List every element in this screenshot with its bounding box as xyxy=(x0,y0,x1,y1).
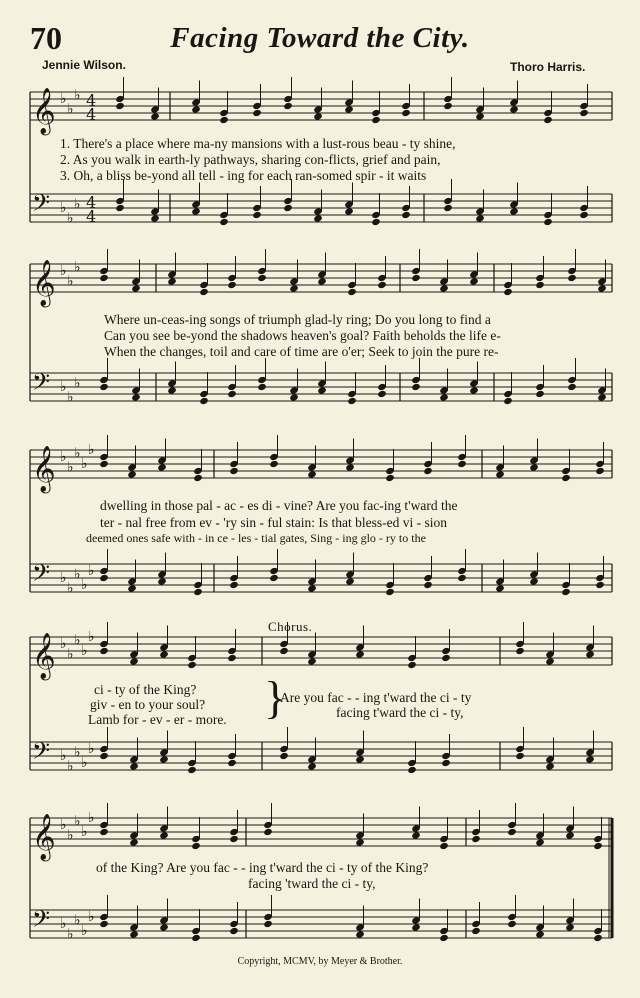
treble-notehead xyxy=(131,284,141,292)
treble-key-flat: ♭ xyxy=(60,449,67,465)
treble-notehead xyxy=(307,657,317,665)
bass-key-flat: ♭ xyxy=(74,744,81,761)
treble-notehead xyxy=(129,657,139,665)
treble-notehead xyxy=(127,470,137,478)
treble-notehead xyxy=(567,274,577,282)
treble-notehead xyxy=(229,467,239,475)
treble-key-flat: ♭ xyxy=(60,263,67,279)
treble-notehead xyxy=(263,828,273,836)
bass-key-flat: ♭ xyxy=(81,577,88,593)
treble-notehead xyxy=(475,112,485,120)
treble-notehead xyxy=(252,109,262,117)
bass-notehead xyxy=(377,390,387,398)
treble-notehead xyxy=(423,467,433,475)
treble-key-flat: ♭ xyxy=(60,91,67,107)
bass-notehead xyxy=(441,759,451,767)
bass-notehead xyxy=(469,386,479,394)
treble-key-flat: ♭ xyxy=(88,629,95,645)
bass-notehead xyxy=(593,934,603,942)
treble-key-flat: ♭ xyxy=(60,817,67,833)
bass-notehead xyxy=(355,755,365,763)
chorus-lyric-echo-2: facing 'tward the ci - ty, xyxy=(248,876,376,891)
bass-notehead xyxy=(131,393,141,401)
treble-key-flat: ♭ xyxy=(88,810,95,826)
bass-notehead xyxy=(355,930,365,938)
lyric-verse-2-line-4: giv - en to your soul? xyxy=(90,697,206,712)
composer-credit: Thoro Harris. xyxy=(510,60,586,74)
treble-notehead xyxy=(187,661,197,669)
treble-notehead xyxy=(411,274,421,282)
bass-notehead xyxy=(199,397,209,405)
treble-notehead xyxy=(355,650,365,658)
treble-notehead xyxy=(543,116,553,124)
bass-notehead xyxy=(157,577,167,585)
chorus-label: Chorus. xyxy=(268,619,313,634)
treble-notehead xyxy=(509,105,519,113)
lyric-verse-3-line-2: When the changes, toil and care of time are o'er; Seek to join the pure re- xyxy=(104,344,499,359)
treble-clef-icon: 𝄞 xyxy=(32,446,56,492)
treble-key-flat: ♭ xyxy=(74,445,81,462)
bass-clef-icon: 𝄢 xyxy=(32,559,51,592)
bass-clef-icon: 𝄢 xyxy=(32,737,51,770)
bass-notehead xyxy=(561,588,571,596)
treble-notehead xyxy=(159,650,169,658)
bass-notehead xyxy=(535,390,545,398)
bass-notehead xyxy=(99,383,109,391)
bass-notehead xyxy=(565,923,575,931)
bass-notehead xyxy=(595,581,605,589)
treble-notehead xyxy=(561,474,571,482)
time-signature-denominator: 4 xyxy=(86,105,97,124)
treble-notehead xyxy=(441,654,451,662)
treble-notehead xyxy=(115,102,125,110)
treble-key-flat: ♭ xyxy=(67,827,74,844)
treble-notehead xyxy=(411,831,421,839)
bass-notehead xyxy=(411,383,421,391)
bass-notehead xyxy=(475,214,485,222)
treble-notehead xyxy=(99,647,109,655)
lyric-verse-1-line-3: dwelling in those pal - ac - es di - vine? Are you fac-ing t'ward the xyxy=(100,498,458,513)
lyric-verse-3-line-1: 3. Oh, a bliss be-yond all tell - ing for each ran-somed spir - it waits xyxy=(60,168,427,183)
bass-key-flat: ♭ xyxy=(88,741,95,757)
bass-notehead xyxy=(535,930,545,938)
bass-notehead xyxy=(401,211,411,219)
treble-notehead xyxy=(401,109,411,117)
bass-notehead xyxy=(193,588,203,596)
treble-notehead xyxy=(377,281,387,289)
treble-notehead xyxy=(191,842,201,850)
bass-key-flat: ♭ xyxy=(67,389,74,406)
bass-notehead xyxy=(150,214,160,222)
lyric-verse-1-line-2: Where un-ceas-ing songs of triumph glad-ly ring; Do you long to find a xyxy=(104,312,491,327)
treble-notehead xyxy=(269,460,279,468)
treble-key-flat: ♭ xyxy=(67,101,74,118)
treble-notehead xyxy=(585,650,595,658)
bass-notehead xyxy=(167,386,177,394)
bass-key-flat: ♭ xyxy=(74,566,81,583)
bass-notehead xyxy=(227,759,237,767)
treble-notehead xyxy=(345,463,355,471)
lyric-verse-3-line-3: deemed ones safe with - in ce - les - tial gates, Sing - ing glo - ry to the xyxy=(86,531,426,545)
bass-key-flat: ♭ xyxy=(60,200,67,216)
treble-clef-icon: 𝄞 xyxy=(32,814,56,860)
treble-clef-icon: 𝄞 xyxy=(32,260,56,306)
treble-notehead xyxy=(219,116,229,124)
treble-notehead xyxy=(595,467,605,475)
bass-notehead xyxy=(99,574,109,582)
bass-clef-icon: 𝄢 xyxy=(32,905,51,938)
treble-notehead xyxy=(593,842,603,850)
treble-clef-icon: 𝄞 xyxy=(32,88,56,134)
bass-notehead xyxy=(219,218,229,226)
lyric-verse-2-line-2: Can you see be-yond the shadows heaven's goal? Faith beholds the life e- xyxy=(104,328,501,343)
bass-notehead xyxy=(495,584,505,592)
time-signature-denominator: 4 xyxy=(86,207,97,226)
treble-notehead xyxy=(507,828,517,836)
bass-notehead xyxy=(283,204,293,212)
treble-notehead xyxy=(99,460,109,468)
bass-notehead xyxy=(503,397,513,405)
bass-notehead xyxy=(229,927,239,935)
bass-notehead xyxy=(529,577,539,585)
bass-key-flat: ♭ xyxy=(74,375,81,392)
bass-notehead xyxy=(407,766,417,774)
copyright-notice: Copyright, MCMV, by Meyer & Brother. xyxy=(237,956,403,967)
treble-notehead xyxy=(471,835,481,843)
bass-key-flat: ♭ xyxy=(60,748,67,764)
bass-notehead xyxy=(229,581,239,589)
bass-notehead xyxy=(509,207,519,215)
bass-notehead xyxy=(439,934,449,942)
hymn-number: 70 xyxy=(30,20,62,56)
treble-key-flat: ♭ xyxy=(81,643,88,659)
bass-notehead xyxy=(423,581,433,589)
treble-clef-icon: 𝄞 xyxy=(32,633,56,679)
lyric-verse-3-line-4: Lamb for - ev - er - more. xyxy=(88,712,227,727)
treble-key-flat: ♭ xyxy=(74,87,81,104)
lyric-verse-1-line-4: ci - ty of the King? xyxy=(94,682,197,697)
treble-notehead xyxy=(167,277,177,285)
treble-notehead xyxy=(439,284,449,292)
treble-notehead xyxy=(355,838,365,846)
treble-notehead xyxy=(257,274,267,282)
chorus-lyric-echo: facing t'ward the ci - ty, xyxy=(336,705,464,720)
bass-notehead xyxy=(567,383,577,391)
bass-notehead xyxy=(269,574,279,582)
treble-notehead xyxy=(535,281,545,289)
bass-notehead xyxy=(411,923,421,931)
treble-key-flat: ♭ xyxy=(60,636,67,652)
bass-key-flat: ♭ xyxy=(60,916,67,932)
treble-notehead xyxy=(347,288,357,296)
bass-notehead xyxy=(257,383,267,391)
treble-notehead xyxy=(597,284,607,292)
treble-notehead xyxy=(565,831,575,839)
bass-notehead xyxy=(187,766,197,774)
bass-notehead xyxy=(252,211,262,219)
bass-notehead xyxy=(439,393,449,401)
treble-key-flat: ♭ xyxy=(88,442,95,458)
treble-notehead xyxy=(283,102,293,110)
bass-key-flat: ♭ xyxy=(81,755,88,771)
bass-notehead xyxy=(307,762,317,770)
treble-notehead xyxy=(457,460,467,468)
bass-notehead xyxy=(263,920,273,928)
bass-key-flat: ♭ xyxy=(67,758,74,775)
bass-notehead xyxy=(347,397,357,405)
bass-clef-icon: 𝄢 xyxy=(32,189,51,222)
treble-notehead xyxy=(529,463,539,471)
treble-notehead xyxy=(469,277,479,285)
bass-notehead xyxy=(313,214,323,222)
treble-notehead xyxy=(579,109,589,117)
treble-notehead xyxy=(503,288,513,296)
lyric-verse-2-line-3: ter - nal free from ev - 'ry sin - ful stain: Is that bless-ed vi - sion xyxy=(100,515,447,530)
bass-notehead xyxy=(371,218,381,226)
bass-notehead xyxy=(129,762,139,770)
bass-notehead xyxy=(129,930,139,938)
treble-notehead xyxy=(495,470,505,478)
bass-notehead xyxy=(191,207,201,215)
time-signature-numerator: 4 xyxy=(86,193,97,212)
treble-notehead xyxy=(443,102,453,110)
bass-clef-icon: 𝄢 xyxy=(32,368,51,401)
bass-notehead xyxy=(579,211,589,219)
bass-notehead xyxy=(191,934,201,942)
chorus-lyric-line-2: of the King? Are you fac - - ing t'ward the ci - ty of the King? xyxy=(96,860,429,875)
treble-notehead xyxy=(150,112,160,120)
lyric-verse-1-line-1: 1. There's a place where ma-ny mansions with a lust-rous beau - ty shine, xyxy=(60,136,456,151)
treble-notehead xyxy=(279,647,289,655)
bass-notehead xyxy=(443,204,453,212)
bass-key-flat: ♭ xyxy=(74,912,81,929)
treble-notehead xyxy=(515,647,525,655)
treble-notehead xyxy=(157,463,167,471)
treble-notehead xyxy=(229,835,239,843)
bass-key-flat: ♭ xyxy=(67,210,74,227)
bass-notehead xyxy=(159,923,169,931)
bass-notehead xyxy=(317,386,327,394)
bass-notehead xyxy=(543,218,553,226)
treble-notehead xyxy=(199,288,209,296)
bass-notehead xyxy=(289,393,299,401)
bass-notehead xyxy=(99,752,109,760)
bass-key-flat: ♭ xyxy=(60,379,67,395)
treble-key-flat: ♭ xyxy=(81,824,88,840)
bass-key-flat: ♭ xyxy=(74,196,81,213)
treble-notehead xyxy=(227,281,237,289)
bass-notehead xyxy=(385,588,395,596)
treble-notehead xyxy=(99,828,109,836)
bass-notehead xyxy=(279,752,289,760)
bass-notehead xyxy=(515,752,525,760)
bass-notehead xyxy=(597,393,607,401)
treble-notehead xyxy=(159,831,169,839)
treble-notehead xyxy=(99,274,109,282)
bass-notehead xyxy=(159,755,169,763)
treble-notehead xyxy=(191,105,201,113)
treble-notehead xyxy=(289,284,299,292)
treble-notehead xyxy=(344,105,354,113)
treble-notehead xyxy=(129,838,139,846)
treble-notehead xyxy=(317,277,327,285)
bass-notehead xyxy=(507,920,517,928)
treble-key-flat: ♭ xyxy=(74,632,81,649)
lyric-verse-2-line-1: 2. As you walk in earth-ly pathways, sharing con-flicts, grief and pain, xyxy=(60,152,441,167)
bass-notehead xyxy=(99,920,109,928)
bass-notehead xyxy=(471,927,481,935)
treble-key-flat: ♭ xyxy=(74,813,81,830)
bass-key-flat: ♭ xyxy=(67,926,74,943)
treble-notehead xyxy=(439,842,449,850)
bass-notehead xyxy=(115,204,125,212)
bass-key-flat: ♭ xyxy=(81,923,88,939)
bass-notehead xyxy=(545,762,555,770)
bass-key-flat: ♭ xyxy=(60,570,67,586)
treble-notehead xyxy=(535,838,545,846)
treble-notehead xyxy=(227,654,237,662)
bass-notehead xyxy=(457,574,467,582)
bass-notehead xyxy=(345,577,355,585)
treble-notehead xyxy=(313,112,323,120)
treble-key-flat: ♭ xyxy=(67,459,74,476)
verse-brace: } xyxy=(264,672,287,723)
treble-notehead xyxy=(307,470,317,478)
bass-notehead xyxy=(344,207,354,215)
treble-key-flat: ♭ xyxy=(67,273,74,290)
treble-notehead xyxy=(371,116,381,124)
hymn-title: Facing Toward the City. xyxy=(170,22,470,54)
bass-notehead xyxy=(227,390,237,398)
time-signature-numerator: 4 xyxy=(86,91,97,110)
treble-key-flat: ♭ xyxy=(81,456,88,472)
bass-key-flat: ♭ xyxy=(88,563,95,579)
bass-key-flat: ♭ xyxy=(88,909,95,925)
treble-notehead xyxy=(545,657,555,665)
chorus-lyric-main: Are you fac - - ing t'ward the ci - ty xyxy=(280,690,472,705)
bass-key-flat: ♭ xyxy=(67,580,74,597)
bass-notehead xyxy=(585,755,595,763)
treble-key-flat: ♭ xyxy=(74,259,81,276)
treble-notehead xyxy=(385,474,395,482)
treble-notehead xyxy=(193,474,203,482)
author-credit: Jennie Wilson. xyxy=(42,58,126,72)
bass-notehead xyxy=(307,584,317,592)
bass-notehead xyxy=(127,584,137,592)
treble-notehead xyxy=(407,661,417,669)
treble-key-flat: ♭ xyxy=(67,646,74,663)
